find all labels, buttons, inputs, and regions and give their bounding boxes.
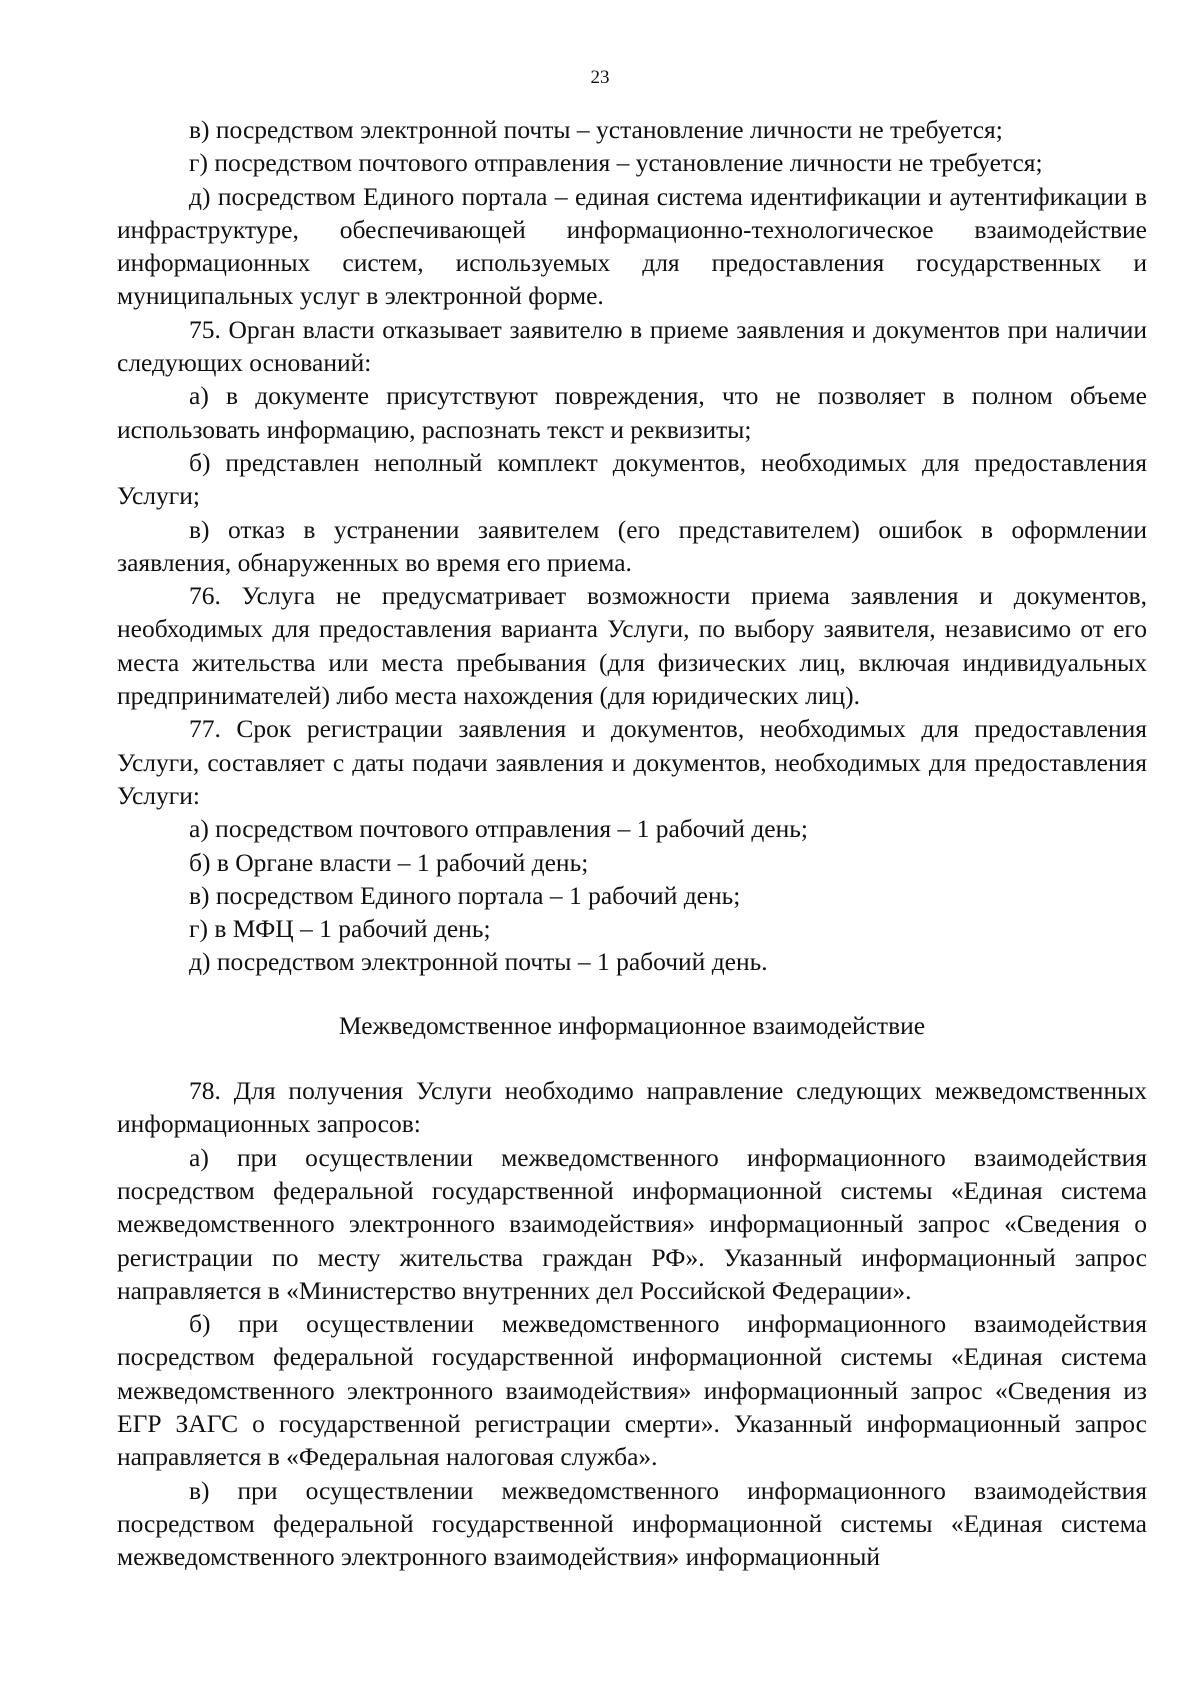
paragraph: г) посредством почтового отправления – установление личности не требуется; [189,148,1043,178]
paragraph: 78. Для получения Услуги необходимо направление следующих межведомственных информационных запросов: [117,1076,1147,1139]
section-heading: Межведомственное информационное взаимодействие [338,1010,926,1040]
paragraph: б) в Органе власти – 1 рабочий день; [189,847,589,877]
paragraph: в) посредством Единого портала – 1 рабочий день; [189,880,741,910]
paragraph: 76. Услуга не предусматривает возможности приема заявления и документов, необходимых для предоставления варианта Услуги, по выбору заявителя, независимо от его места жительства или места пребывания (для физических лиц, включая индивидуальных предпринимателей) либо места нахождения (для юридических лиц). [117,581,1147,711]
paragraph: б) представлен неполный комплект документов, необходимых для предоставления Услуги; [117,447,1147,511]
paragraph: в) отказ в устранении заявителем (его представителем) ошибок в оформлении заявления, обнаруженных во время его приема. [117,514,1147,577]
paragraph: 77. Срок регистрации заявления и документов, необходимых для предоставления Услуги, составляет с даты подачи заявления и документов, необходимых для предоставления Услуги: [117,714,1147,810]
document-body [117,113,1147,1573]
paragraph: в) посредством электронной почты – установление личности не требуется; [189,115,1003,144]
paragraph: б) при осуществлении межведомственного информационного взаимодействия посредством федеральной государственной информационной системы «Единая система межведомственного электронного взаимодействия» информационный запрос «Сведения из ЕГР ЗАГС о государственной регистрации смерти». Указанный информационный запрос направляется в «Федеральная налоговая служба». [117,1309,1147,1472]
paragraph: 75. Орган власти отказывает заявителю в приеме заявления и документов при наличии следующих оснований: [117,314,1147,378]
page-number: 23 [590,67,610,88]
paragraph: г) в МФЦ – 1 рабочий день; [189,914,491,944]
paragraph: а) при осуществлении межведомственного информационного взаимодействия посредством федеральной государственной информационной системы «Единая система межведомственного электронного взаимодействия» информационный запрос «Сведения о регистрации по месту жительства граждан РФ». Указанный информационный запрос направляется в «Министерство внутренних дел Российской Федерации». [117,1142,1147,1305]
paragraph: а) в документе присутствуют повреждения, что не позволяет в полном объеме использовать информацию, распознать текст и реквизиты; [117,381,1147,444]
paragraph: д) посредством электронной почты – 1 рабочий день. [189,947,768,977]
paragraph: а) посредством почтового отправления – 1 рабочий день; [189,814,808,844]
paragraph: в) при осуществлении межведомственного информационного взаимодействия посредством федеральной государственной информационной системы «Единая система межведомственного электронного взаимодействия» информационный [117,1475,1147,1572]
paragraph: д) посредством Единого портала – единая система идентификации и аутентификации в инфраструктуре, обеспечивающей информационно-технологическое взаимодействие информационных систем, используемых для предоставления государственных и муниципальных услуг в электронной форме. [117,181,1147,311]
